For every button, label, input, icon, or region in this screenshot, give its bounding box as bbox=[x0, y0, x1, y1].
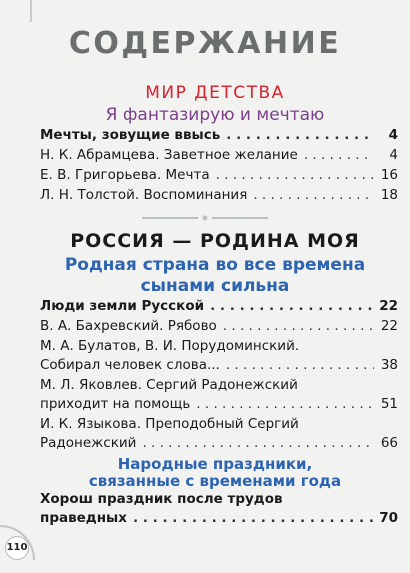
dot-leader bbox=[223, 317, 374, 335]
subheading-narodnye-prazdniki-1: Народные праздники, bbox=[117, 455, 313, 473]
dot-leader bbox=[304, 146, 374, 164]
entry-page: 51 bbox=[380, 396, 398, 412]
entry-title-line1: Хорош праздник после трудов bbox=[40, 491, 283, 507]
subheading-rodnaya-strana-2: сынами сильна bbox=[140, 276, 290, 296]
toc-entry[interactable] bbox=[40, 509, 398, 527]
dot-leader bbox=[142, 434, 374, 452]
entry-title: В. А. Бахревский. Рябово bbox=[40, 318, 217, 334]
entry-title-line1: М. Л. Яковлев. Сергий Радонежский bbox=[40, 377, 298, 393]
toc-entry[interactable] bbox=[40, 317, 398, 335]
entry-page: 4 bbox=[389, 147, 398, 163]
dot-leader bbox=[226, 126, 374, 144]
entry-title: Радонежский bbox=[40, 435, 137, 451]
entry-page: 70 bbox=[379, 510, 398, 526]
toc-entry[interactable] bbox=[40, 166, 398, 184]
dot-leader bbox=[226, 356, 374, 374]
entry-title: Люди земли Русской bbox=[40, 298, 205, 314]
subheading-narodnye-prazdniki-2: связанные с временами года bbox=[88, 472, 342, 490]
entry-title: приходит на помощь bbox=[40, 396, 191, 412]
entry-title-line1: И. К. Языкова. Преподобный Сергий bbox=[40, 416, 299, 432]
entry-page: 4 bbox=[388, 127, 398, 143]
toc-entry[interactable] bbox=[40, 434, 398, 452]
entry-page: 22 bbox=[379, 298, 398, 314]
entry-page: 38 bbox=[380, 357, 398, 373]
entry-page: 66 bbox=[380, 435, 398, 451]
dot-leader bbox=[216, 166, 374, 184]
entry-title: Е. В. Григорьева. Мечта bbox=[40, 167, 210, 183]
subheading-rodnaya-strana-1: Родная страна во все времена bbox=[64, 255, 366, 275]
toc-entry[interactable] bbox=[40, 297, 398, 315]
section-heading-mir-detstva: МИР ДЕТСТВА bbox=[145, 83, 285, 103]
entry-title: Собирал человек слова... bbox=[40, 357, 220, 373]
entry-title: Н. К. Абрамцева. Заветное желание bbox=[40, 147, 298, 163]
page-title: СОДЕРЖАНИЕ bbox=[68, 26, 342, 61]
subheading-fantaziruyu: Я фантазирую и мечтаю bbox=[105, 105, 325, 125]
top-rule bbox=[30, 0, 32, 22]
entry-page: 22 bbox=[380, 318, 398, 334]
dot-leader bbox=[133, 509, 373, 527]
dot-leader bbox=[196, 395, 374, 413]
dot-leader bbox=[253, 186, 374, 204]
entry-title: Мечты, зовущие ввысь bbox=[40, 127, 221, 143]
ornament-divider bbox=[142, 213, 268, 223]
entry-page: 18 bbox=[380, 187, 398, 203]
toc-entry[interactable] bbox=[40, 395, 398, 413]
dot-leader bbox=[210, 297, 373, 315]
toc-entry[interactable] bbox=[40, 126, 398, 144]
toc-entry[interactable] bbox=[40, 146, 398, 164]
toc-entry[interactable] bbox=[40, 356, 398, 374]
entry-page: 16 bbox=[380, 167, 398, 183]
entry-title: Л. Н. Толстой. Воспоминания bbox=[40, 187, 248, 203]
toc-entry[interactable] bbox=[40, 186, 398, 204]
entry-title-line1: М. А. Булатов, В. И. Порудоминский. bbox=[40, 338, 300, 354]
entry-title: праведных bbox=[40, 510, 127, 526]
page-number: 110 bbox=[5, 536, 29, 560]
section-heading-rossiya: РОССИЯ — РОДИНА МОЯ bbox=[70, 230, 360, 252]
